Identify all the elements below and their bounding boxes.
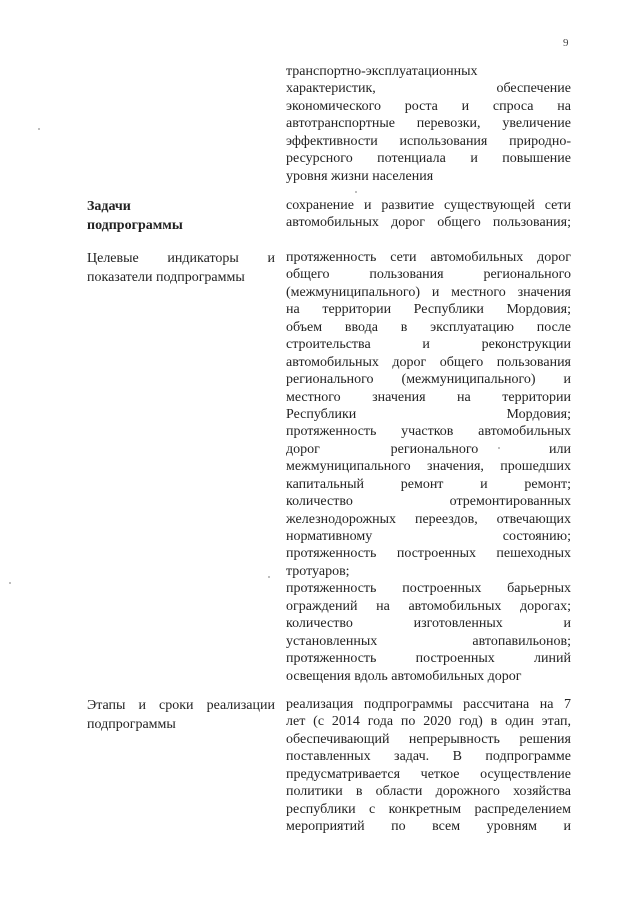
text-line: республики с конкретным распределением [286, 801, 571, 817]
text-line: Республики Мордовия; [286, 406, 571, 422]
text-line: уровня жизни населения [286, 168, 434, 184]
text-line: характеристик, обеспечение [286, 81, 571, 97]
text-line: регионального (межмуниципального) и [286, 372, 571, 388]
text-line: реализация подпрограммы рассчитана на 7 [286, 697, 571, 712]
text-line: местного значения на территории [286, 389, 571, 405]
page-number: 9 [563, 37, 569, 49]
text-line: железнодорожных переездов, отвечающих [286, 511, 571, 527]
text-line: ресурсного потенциала и повышение [286, 151, 571, 167]
text-line: объем ввода в эксплуатацию после [286, 319, 571, 335]
text-line: ограждений на автомобильных дорогах; [286, 598, 571, 614]
stages-label [87, 696, 275, 734]
text-line: протяженность построенных линий [286, 651, 571, 667]
goals-text [286, 63, 571, 185]
text-line: строительства и реконструкции [286, 337, 571, 353]
text-line: мероприятий по всем уровням и [286, 819, 571, 835]
indicators-label-text: Целевые индикаторы и показатели подпрограммы [87, 251, 275, 285]
text-line: количество изготовленных и [286, 616, 571, 632]
text-line: количество отремонтированных [286, 494, 571, 510]
scan-speck [268, 576, 270, 578]
text-line: (межмуниципального) и местного значения [286, 284, 571, 300]
text-line: политики в области дорожного хозяйства [286, 784, 571, 800]
text-line: обеспечивающий непрерывность решения [286, 731, 571, 747]
indicators-label [87, 249, 275, 287]
text-line: сохранение и развитие существующей сети [286, 198, 571, 213]
text-line: эффективности использования природно- [286, 133, 571, 149]
indicators-text [286, 249, 571, 685]
text-line: лет (с 2014 года по 2020 год) в один этап, [286, 714, 571, 730]
stages-text [286, 696, 571, 836]
text-line: освещения вдоль автомобильных дорог [286, 668, 522, 684]
stages-label-text: Этапы и сроки реализации подпрограммы [87, 698, 275, 732]
text-line: дорог регионального или [286, 441, 571, 457]
text-line: капитальный ремонт и ремонт; [286, 476, 571, 492]
text-line: экономического роста и спроса на [286, 98, 571, 114]
text-line: нормативному состоянию; [286, 529, 571, 544]
text-line: протяженность построенных пешеходных [286, 546, 571, 562]
tasks-label [87, 197, 207, 235]
text-line: межмуниципального значения, прошедших [286, 459, 571, 475]
tasks-label-text: Задачи подпрограммы [87, 199, 183, 233]
text-line: поставленных задач. В подпрограмме [286, 749, 571, 765]
text-line: протяженность построенных барьерных [286, 581, 571, 597]
text-line: протяженность сети автомобильных дорог [286, 250, 571, 265]
text-line: транспортно-эксплуатационных [286, 64, 478, 79]
scan-speck [355, 191, 357, 193]
scan-speck [38, 128, 40, 130]
text-line: установленных автопавильонов; [286, 633, 571, 649]
scan-speck [9, 582, 11, 584]
text-line: общего пользования регионального [286, 267, 571, 283]
text-line: автотранспортные перевозки, увеличение [286, 116, 571, 132]
text-line: на территории Республики Мордовия; [286, 302, 571, 318]
text-line: автомобильных дорог общего пользования [286, 354, 571, 370]
tasks-text [286, 197, 571, 232]
text-line: автомобильных дорог общего пользования; [286, 215, 571, 231]
text-line: предусматривается четкое осуществление [286, 766, 571, 782]
text-line: протяженность участков автомобильных [286, 424, 571, 440]
text-line: тротуаров; [286, 563, 350, 579]
